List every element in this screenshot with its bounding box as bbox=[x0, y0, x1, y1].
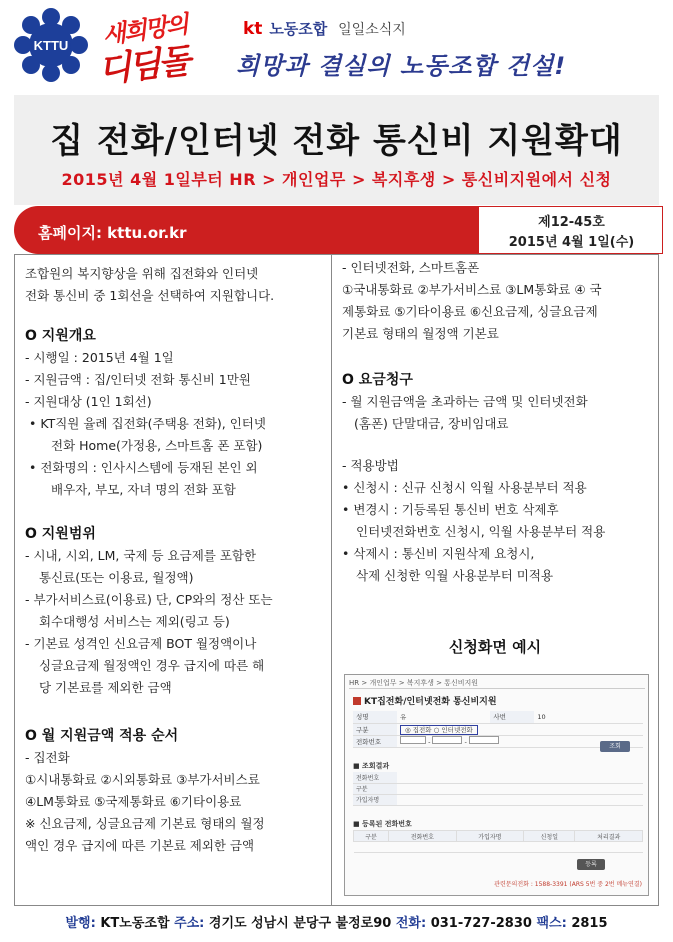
employee-id-label: 사번 bbox=[490, 711, 534, 723]
fax-label: 팩스: bbox=[536, 916, 567, 931]
scope-line: - 부가서비스료(이용료) 단, CP와의 정산 또는 bbox=[25, 592, 273, 607]
result-owner-label: 가입자명 bbox=[353, 794, 397, 805]
overview-line: - 지원대상 (1인 1회선) bbox=[25, 394, 152, 409]
issue-number: 제12-45호 bbox=[538, 215, 605, 230]
phone-part-2-input[interactable] bbox=[432, 736, 462, 744]
intro-line-2: 전화 통신비 중 1회선을 선택하여 지원합니다. bbox=[25, 288, 275, 303]
internet-phone-radio[interactable]: ○ 인터넷전화 bbox=[433, 725, 473, 734]
scope-line: 당 기본료를 제외한 금액 bbox=[39, 680, 172, 695]
phone-value: 031-727-2830 bbox=[430, 916, 532, 931]
fax-value: 2815 bbox=[571, 916, 608, 931]
phone-part-3-input[interactable] bbox=[469, 736, 499, 744]
phone-part-1-input[interactable] bbox=[400, 736, 426, 744]
internet-phone-line: 기본료 형태의 월정액 기본료 bbox=[342, 326, 499, 341]
name-value: 유 bbox=[397, 711, 490, 723]
svg-text:KTTU: KTTU bbox=[33, 38, 69, 53]
lookup-button[interactable]: 조회 bbox=[600, 741, 630, 752]
register-button[interactable]: 등록 bbox=[577, 859, 605, 870]
col-owner: 가입자명 bbox=[456, 831, 524, 842]
motto: 희망과 결실의 노동조합 건설! bbox=[236, 52, 567, 80]
example-title: 신청화면 예시 bbox=[448, 638, 542, 656]
home-phone-radio[interactable]: ◎ 집전화 bbox=[405, 725, 432, 734]
scope-line: 회수대행성 서비스는 제외(링고 등) bbox=[39, 614, 230, 629]
apply-method-line: • 변경시 : 기등록된 통신비 번호 삭제후 bbox=[342, 502, 559, 517]
overview-line: 배우자, 부모, 자녀 명의 전화 포함 bbox=[51, 482, 236, 497]
page-subtitle: 2015년 4월 1일부터 HR > 개인업무 > 복지후생 > 통신비지원에서 신청 bbox=[61, 170, 612, 189]
col-result: 처리결과 bbox=[575, 831, 643, 842]
overview-line: - 지원금액 : 집/인터넷 전화 통신비 1만원 bbox=[25, 372, 251, 387]
result-phone-label: 전화번호 bbox=[353, 772, 397, 783]
application-screen-example bbox=[344, 674, 649, 896]
kttu-logo bbox=[14, 8, 88, 82]
order-line: ④LM통화료 ⑤국제통화료 ⑥기타이용료 bbox=[25, 794, 242, 809]
internet-phone-line: ①국내통화료 ②부가서비스료 ③LM통화료 ④ 국 bbox=[342, 282, 602, 297]
issue-date: 2015년 4월 1일(수) bbox=[508, 235, 635, 250]
order-line: ※ 신요금제, 싱글요금제 기본료 형태의 월정 bbox=[25, 816, 265, 831]
scope-line: - 시내, 시외, LM, 국제 등 요금제를 포함한 bbox=[25, 548, 257, 563]
newsletter-name: 일일소식지 bbox=[338, 22, 406, 38]
scope-line: 싱글요금제 월정액인 경우 급지에 따른 해 bbox=[39, 658, 265, 673]
apply-method-line: • 신청시 : 신규 신청시 익월 사용분부터 적용 bbox=[342, 480, 587, 495]
overview-line: - 시행일 : 2015년 4월 1일 bbox=[25, 350, 174, 365]
publisher-line bbox=[243, 18, 406, 39]
lookup-result-table bbox=[353, 772, 643, 806]
result-type-label: 구분 bbox=[353, 783, 397, 794]
homepage-link[interactable]: 홈페이지: kttu.or.kr bbox=[38, 224, 187, 242]
billing-line: - 월 지원금액을 초과하는 금액 및 인터넷전화 bbox=[342, 394, 588, 409]
col-date: 신청일 bbox=[524, 831, 575, 842]
phone-number-label: 전화번호 bbox=[353, 735, 397, 747]
internet-phone-line: - 인터넷전화, 스마트홈폰 bbox=[342, 260, 480, 275]
order-line: ①시내통화료 ②시외통화료 ③부가서비스료 bbox=[25, 772, 260, 787]
breadcrumb: HR > 개인업무 > 복지후생 > 통신비지원 bbox=[349, 677, 645, 689]
registered-numbers-table bbox=[353, 830, 643, 853]
section-overview-title: O 지원개요 bbox=[25, 328, 96, 344]
apply-method-line: • 삭제시 : 통신비 지원삭제 요청시, bbox=[342, 546, 535, 561]
contact-info: 관련문의전화 : 1588-3391 (ARS 5번 중 2번 메뉴연결) bbox=[494, 881, 642, 888]
lookup-result-title: ■ 조회결과 bbox=[353, 762, 390, 770]
scope-line: - 기본료 성격인 신요금제 BOT 월정액이나 bbox=[25, 636, 257, 651]
publisher-value: KT노동조합 bbox=[100, 916, 170, 931]
left-column bbox=[14, 254, 332, 906]
issue-box bbox=[478, 206, 663, 254]
order-line: 액인 경우 급지에 따른 기본료 제외한 금액 bbox=[25, 838, 255, 853]
apply-method-line: 삭제 신청한 익월 사용분부터 미적용 bbox=[356, 568, 554, 583]
title-band bbox=[14, 95, 659, 205]
form-title: KT집전화/인터넷전화 통신비지원 bbox=[353, 694, 497, 707]
section-scope-title: O 지원범위 bbox=[25, 526, 96, 542]
scope-line: 통신료(또는 이용료, 월정액) bbox=[39, 570, 194, 585]
address-value: 경기도 성남시 분당구 불정로90 bbox=[208, 916, 392, 931]
overview-line: • KT직원 율례 집전화(주택용 전화), 인터넷 bbox=[29, 416, 266, 431]
apply-method-line: - 적용방법 bbox=[342, 458, 399, 473]
phone-type-radio-group[interactable] bbox=[400, 725, 478, 735]
apply-method-line: 인터넷전화번호 신청시, 익월 사용분부터 적용 bbox=[356, 524, 606, 539]
internet-phone-line: 제통화료 ⑤기타이용료 ⑥신요금제, 싱글요금제 bbox=[342, 304, 598, 319]
publisher-label: 발행: bbox=[65, 916, 96, 931]
applicant-form: 성명 유 사번 10 구분 ◎ 집전화 ○ 인터넷전화 전화번호 - - bbox=[353, 711, 643, 748]
address-label: 주소: bbox=[174, 916, 205, 931]
billing-line: (홈폰) 단말대금, 장비임대료 bbox=[354, 416, 509, 431]
registered-numbers-title: ■ 등록된 전화번호 bbox=[353, 820, 412, 828]
section-order-title: O 월 지원금액 적용 순서 bbox=[25, 728, 179, 744]
brush-slogan-line1: 새희망의 bbox=[100, 9, 189, 50]
order-line: - 집전화 bbox=[25, 750, 70, 765]
page-title: 집 전화/인터넷 전화 통신비 지원확대 bbox=[50, 121, 623, 161]
masthead bbox=[0, 0, 673, 92]
name-label: 성명 bbox=[353, 711, 397, 723]
overview-line: 전화 Home(가정용, 스마트홈 폰 포함) bbox=[51, 438, 263, 453]
brush-slogan-line2: 디딤돌 bbox=[96, 41, 190, 91]
employee-id-value: 10 bbox=[534, 711, 643, 723]
intro-line-1: 조합원의 복지향상을 위해 집전화와 인터넷 bbox=[25, 266, 259, 281]
type-label: 구분 bbox=[353, 723, 397, 735]
brush-slogan bbox=[90, 6, 240, 91]
col-phone: 전화번호 bbox=[389, 831, 457, 842]
col-type: 구분 bbox=[354, 831, 389, 842]
union-name: 노동조합 bbox=[269, 20, 328, 38]
overview-line: • 전화명의 : 인사시스템에 등재된 본인 외 bbox=[29, 460, 258, 475]
kt-wordmark: kt bbox=[243, 19, 263, 39]
section-billing-title: O 요금청구 bbox=[342, 372, 413, 388]
footer bbox=[0, 912, 673, 931]
phone-label: 전화: bbox=[395, 916, 427, 931]
